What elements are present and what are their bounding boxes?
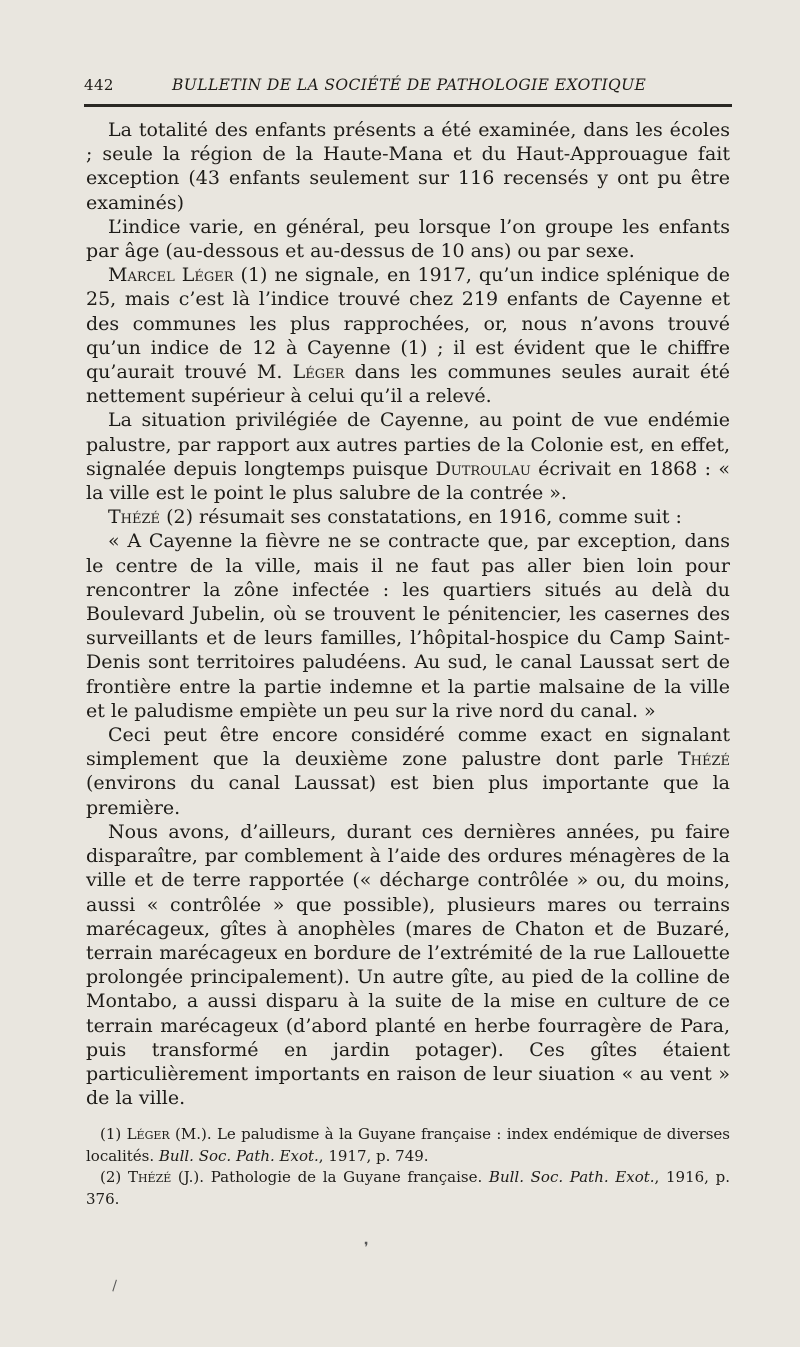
paragraph (86, 263, 730, 408)
author-name: Thézé (677, 748, 730, 771)
footnote-text: (J.). Pathologie de la Guyane française. (171, 1168, 489, 1186)
paragraph (86, 820, 730, 1110)
footnote (86, 1124, 730, 1167)
footnote-number: (1) (100, 1125, 127, 1143)
author-name: Thézé (127, 1168, 172, 1186)
page-number: 442 (84, 76, 114, 94)
paragraph-text: Nous avons, d’ailleurs, durant ces dernières années, pu faire disparaître, par comblement à l’aide des ordures ménagères de la ville et de terre rapportée (« décharge contrôlée » ou, du moins, aussi « contrôlée » que possible), plusieurs mares ou terrains marécageux, gîtes à anophèles (mares de Chaton et de Buzaré, terrain marécageux en bordure de l’extrémité de la rue Lallouette prolongée principalement). Un autre gîte, au pied de la colline de Montabo, a aussi disparu à la suite de la mise en culture de ce terrain marécageux (d’abord planté en herbe fourragère de Para, puis transformé en jardin potager). Ces gîtes étaient particulièrement importants en raison de leur siuation « au vent » de la ville. (86, 820, 730, 1110)
paragraph (86, 723, 730, 820)
paragraph-text: La situation privilégiée de Cayenne, au point de vue endémie palustre, par rapport aux autres parties de la Colonie est, en effet, signalée depuis longtemps puisque (86, 409, 730, 480)
main-text (86, 118, 730, 1110)
journal-abbrev: Bull. Soc. Path. Exot. (488, 1168, 655, 1186)
paragraph-text: écrivait en 1868 : « la ville est le point le plus salubre de la contrée ». (86, 457, 730, 505)
footnotes (86, 1124, 730, 1210)
journal-abbrev: Bull. Soc. Path. Exot. (158, 1146, 319, 1165)
paragraph-text: « A Cayenne la fièvre ne se contracte que, par exception, dans le centre de la ville, mais il ne faut pas aller bien loin pour rencontrer la zône infectée : les quartiers situés au delà du Boulevard Jubelin, où se trouvent le pénitencier, les casernes des surveillants et de leurs familles, l’hôpital-hospice du Camp Saint-Denis sont territoires paludéens. Au sud, le canal Laussat sert de frontière entre la partie indemne et la partie malsaine de la ville et le paludisme empiète un peu sur la rive nord du canal. » (86, 530, 730, 722)
running-header (84, 76, 730, 98)
journal-title: BULLETIN DE LA SOCIÉTÉ DE PATHOLOGIE EXOTIQUE (172, 76, 647, 94)
footnote-text: (M.). Le paludisme à la Guyane française : index endémique de diverses localités. (86, 1125, 731, 1165)
paragraph-text: (1) ne signale, en 1917, qu’un indice splénique de 25, mais c’est là l’indice trouvé chez 219 enfants de Cayenne et des communes les plus rapprochées, or, nous n’avons trouvé qu’un indice de 12 à Cayenne (1) ; il est évident que le chiffre qu’aurait trouvé M. (86, 264, 730, 384)
header-rule (84, 104, 732, 107)
footnote-number: (2) (100, 1168, 128, 1186)
paragraph-text: L’indice varie, en général, peu lorsque l’on groupe les enfants par âge (au-dessous et au-dessus de 10 ans) ou par sexe. (86, 215, 730, 263)
footnote (86, 1167, 730, 1210)
paragraph-text: (2) résumait ses constatations, en 1916, comme suit : (160, 506, 682, 529)
author-name: Dutroulau (435, 457, 531, 480)
author-name: Léger (126, 1125, 170, 1143)
author-name: Léger (292, 361, 345, 384)
paragraph-text: La totalité des enfants présents a été examinée, dans les écoles ; seule la région de la Haute-Mana et du Haut-Approuague fait exception (43 enfants seulement sur 116 recensés y ont pu être examinés) (86, 119, 730, 214)
paragraph-text: dans les communes seules aurait été nettement supérieur à celui qu’il a relevé. (86, 361, 730, 408)
footnote-text: , 1916, p. 376. (86, 1168, 730, 1208)
footnote-text: , 1917, p. 749. (318, 1146, 429, 1165)
quotation-paragraph (86, 529, 730, 723)
author-name: Marcel Léger (108, 264, 234, 287)
paragraph-text: Ceci peut être encore considéré comme exact en signalant simplement que la deuxième zone palustre dont parle (86, 724, 730, 771)
paragraph (86, 118, 730, 215)
ink-speck: ❜ (364, 1240, 369, 1256)
paragraph (86, 408, 730, 505)
paragraph-text: (environs du canal Laussat) est bien plus importante que la première. (86, 772, 730, 819)
ink-speck: \ (107, 1278, 121, 1294)
author-name: Thézé (108, 506, 161, 529)
paragraph (86, 215, 730, 263)
paragraph (86, 505, 730, 529)
